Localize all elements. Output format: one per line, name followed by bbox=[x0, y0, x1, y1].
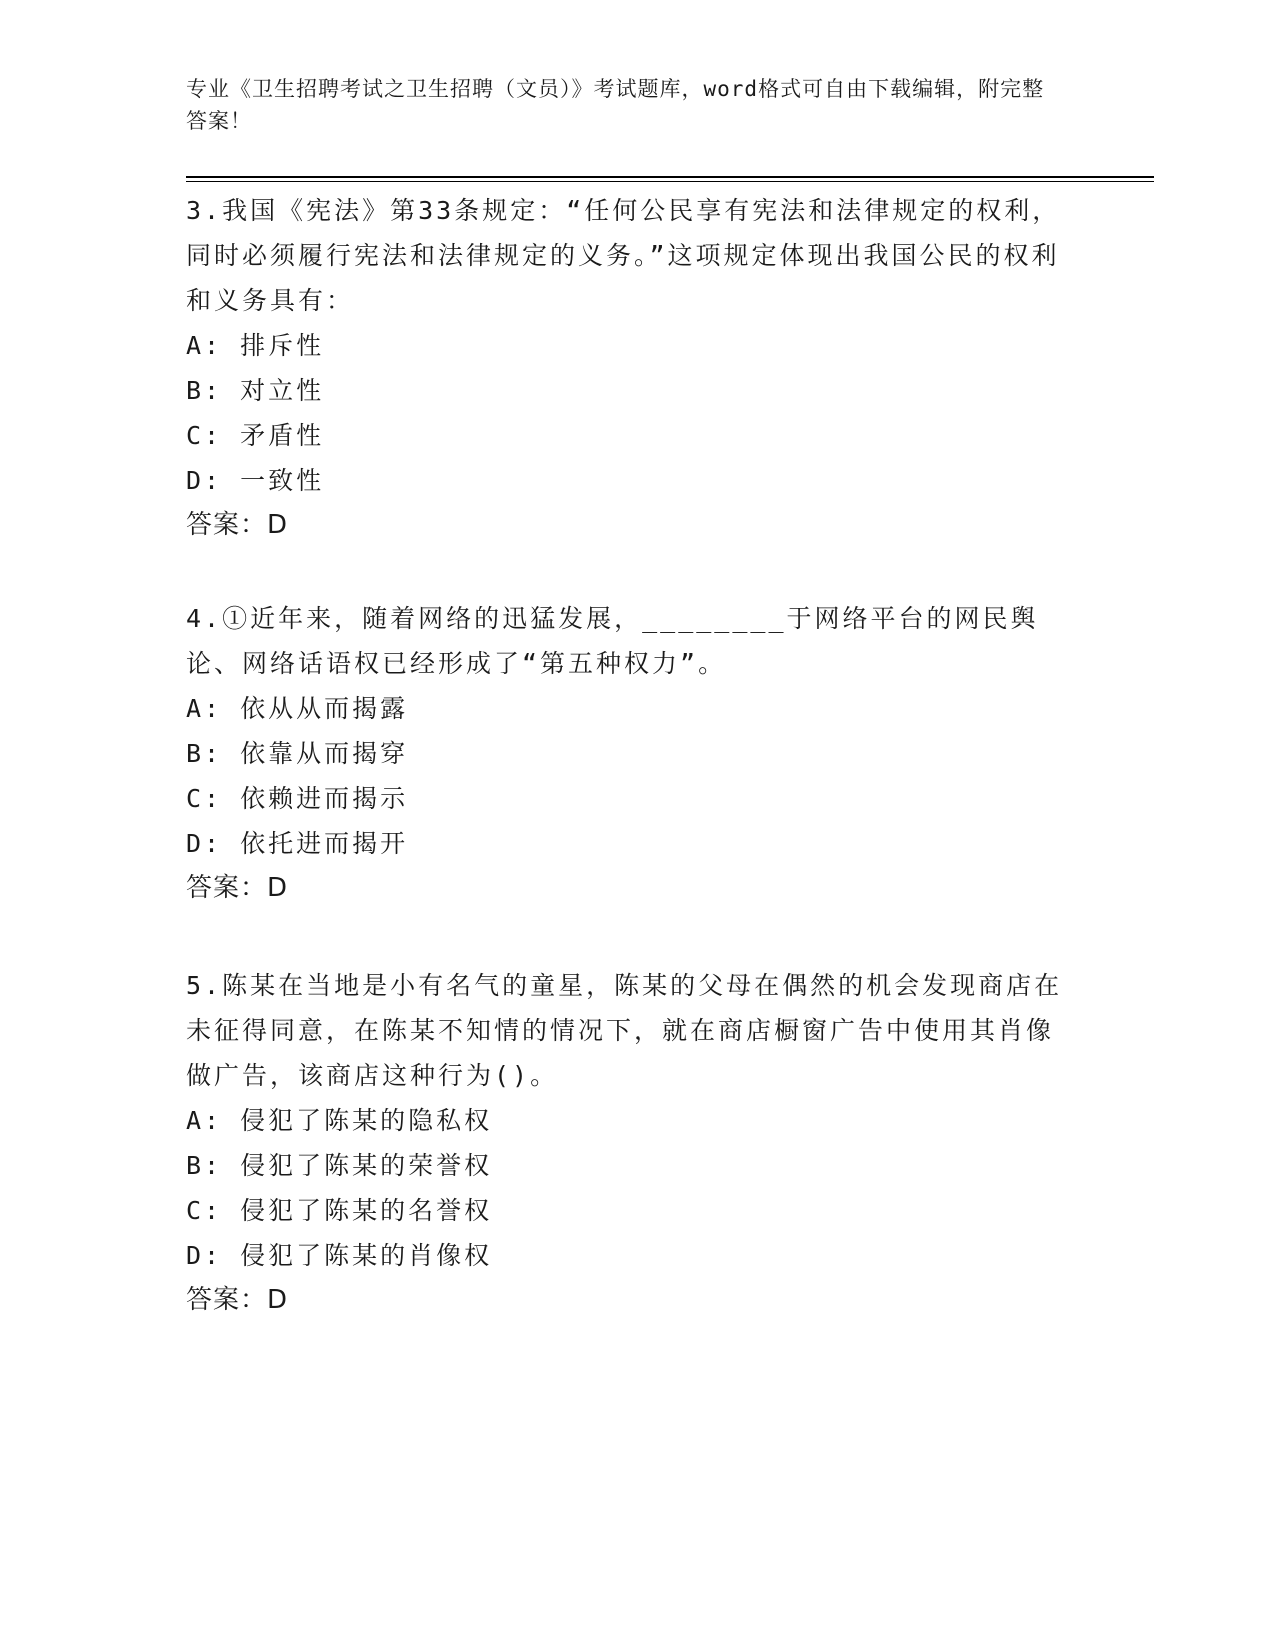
option-d: D: 侵犯了陈某的肖像权 bbox=[186, 1241, 493, 1270]
question-4 bbox=[186, 596, 1086, 911]
question-stem: 4.①近年来，随着网络的迅猛发展，________于网络平台的网民舆论、网络话语权已经形成了“第五种权力”。 bbox=[186, 604, 1039, 678]
answer: 答案：D bbox=[186, 1285, 289, 1315]
option-b: B: 侵犯了陈某的荣誉权 bbox=[186, 1151, 493, 1180]
option-a: A: 依从从而揭露 bbox=[186, 694, 409, 723]
option-a: A: 排斥性 bbox=[186, 331, 325, 360]
option-b: B: 对立性 bbox=[186, 376, 325, 405]
question-3 bbox=[186, 188, 1086, 548]
document-header: 专业《卫生招聘考试之卫生招聘（文员）》考试题库，word格式可自由下载编辑，附完整答案！ bbox=[186, 77, 1045, 133]
answer: 答案：D bbox=[186, 510, 289, 540]
header-divider-top bbox=[186, 176, 1154, 178]
option-c: C: 依赖进而揭示 bbox=[186, 784, 409, 813]
answer: 答案：D bbox=[186, 873, 289, 903]
option-d: D: 依托进而揭开 bbox=[186, 829, 409, 858]
option-d: D: 一致性 bbox=[186, 466, 325, 495]
option-c: C: 侵犯了陈某的名誉权 bbox=[186, 1196, 493, 1225]
option-a: A: 侵犯了陈某的隐私权 bbox=[186, 1106, 493, 1135]
question-5 bbox=[186, 963, 1086, 1323]
option-c: C: 矛盾性 bbox=[186, 421, 325, 450]
question-stem: 5.陈某在当地是小有名气的童星，陈某的父母在偶然的机会发现商店在未征得同意，在陈某不知情的情况下，就在商店橱窗广告中使用其肖像做广告，该商店这种行为()。 bbox=[186, 971, 1063, 1090]
option-b: B: 依靠从而揭穿 bbox=[186, 739, 409, 768]
question-stem: 3.我国《宪法》第33条规定：“任何公民享有宪法和法律规定的权利，同时必须履行宪法和法律规定的义务。”这项规定体现出我国公民的权利和义务具有： bbox=[186, 196, 1061, 315]
header-divider-bottom bbox=[186, 181, 1154, 182]
